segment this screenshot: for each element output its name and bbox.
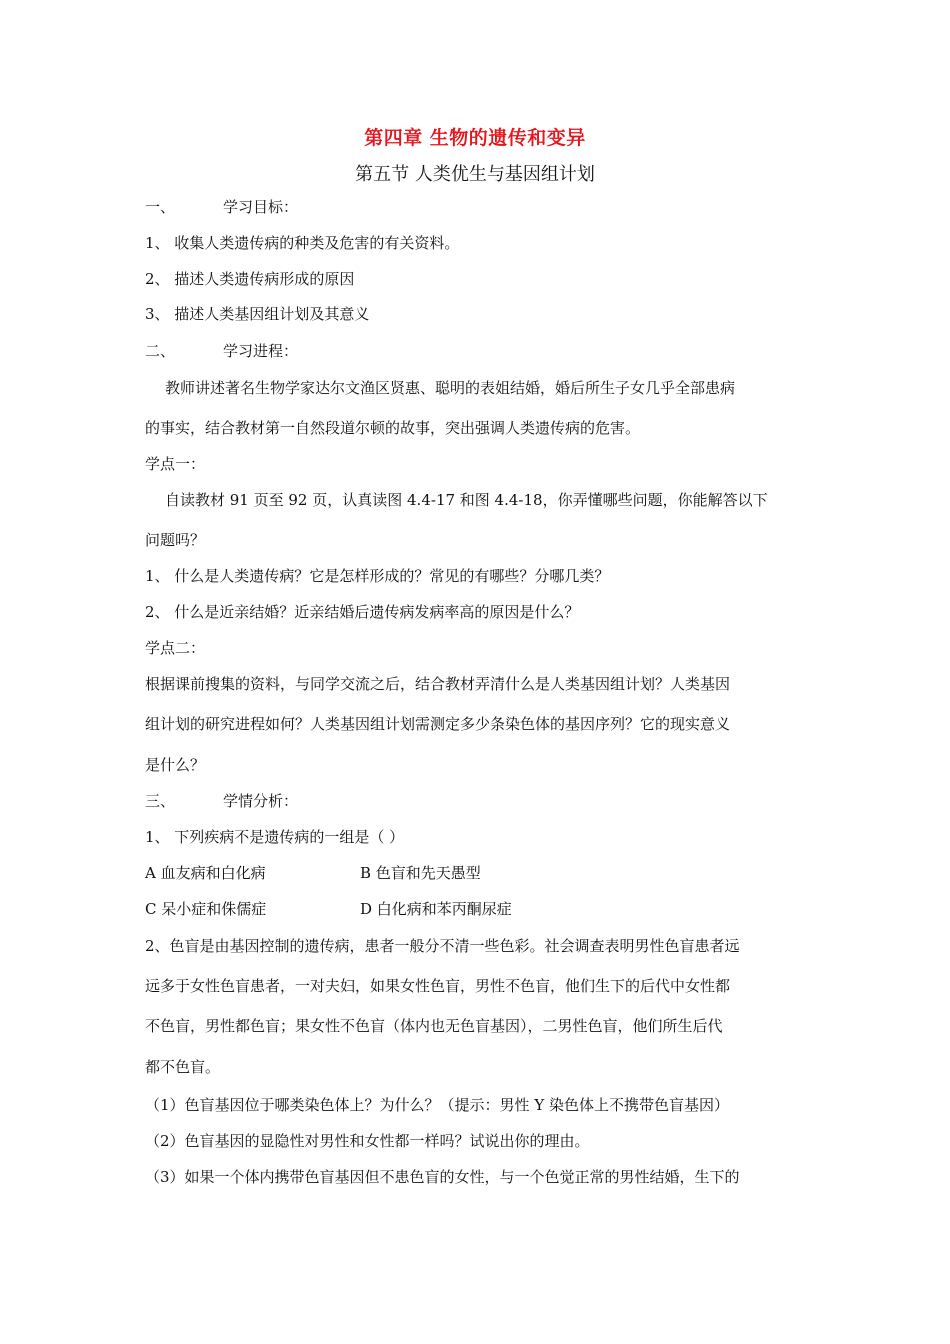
section3-number: 三、 [145, 792, 176, 810]
section1-heading [145, 197, 298, 217]
point1-line-2: 问题吗？ [145, 531, 206, 549]
goal-item-2: 2、 描述人类遗传病形成的原因 [145, 270, 355, 288]
question-2-line-3: 不色盲，男性都色盲；果女性不色盲（体内也无色盲基因），二男性色盲，他们所生后代 [145, 1017, 723, 1035]
section1-number: 一、 [145, 198, 176, 216]
question-2-line-4: 都不色盲。 [145, 1058, 221, 1076]
option-b: B 色盲和先天愚型 [360, 864, 481, 882]
intro-line-2: 的事实，结合教材第一自然段道尔顿的故事，突出强调人类遗传病的危害。 [145, 419, 641, 437]
point2-line-2: 组计划的研究进程如何？人类基因组计划需测定多少条染色体的基因序列？它的现实意义 [145, 715, 731, 733]
option-d: D 白化病和苯丙酮尿症 [360, 900, 512, 918]
option-c: C 呆小症和侏儒症 [145, 900, 267, 918]
question-2-line-1: 2、色盲是由基因控制的遗传病，患者一般分不清一些色彩。社会调查表明男性色盲患者远 [145, 937, 740, 955]
section2-title: 学习进程： [223, 342, 299, 360]
sub-question-1: （1）色盲基因位于哪类染色体上？为什么？（提示：男性 Y 染色体上不携带色盲基因） [145, 1096, 729, 1114]
point1-line-1: 自读教材 91 页至 92 页，认真读图 4.4-17 和图 4.4-18，你弄懂哪些问题，你能解答以下 [165, 491, 768, 509]
section1-title: 学习目标： [223, 198, 299, 216]
point1-label: 学点一： [145, 455, 206, 473]
section3-title: 学情分析： [223, 792, 299, 810]
goal-item-1: 1、 收集人类遗传病的种类及危害的有关资料。 [145, 234, 460, 252]
section-subtitle: 第五节 人类优生与基因组计划 [355, 164, 595, 185]
point2-line-1: 根据课前搜集的资料，与同学交流之后，结合教材弄清什么是人类基因组计划？人类基因 [145, 675, 731, 693]
option-a: A 血友病和白化病 [145, 864, 266, 882]
sub-question-2: （2）色盲基因的显隐性对男性和女性都一样吗？试说出你的理由。 [145, 1132, 590, 1150]
question-1: 1、 下列疾病不是遗传病的一组是（ ） [145, 828, 405, 846]
question-2-line-2: 远多于女性色盲患者，一对夫妇，如果女性色盲，男性不色盲，他们生下的后代中女性都 [145, 977, 731, 995]
intro-line-1: 教师讲述著名生物学家达尔文渔区贤惠、聪明的表姐结婚，婚后所生子女几乎全部患病 [165, 379, 736, 397]
section2-number: 二、 [145, 342, 176, 360]
sub-question-3: （3）如果一个体内携带色盲基因但不患色盲的女性，与一个色觉正常的男性结婚，生下的 [145, 1168, 740, 1186]
section3-heading [145, 791, 298, 811]
goal-item-3: 3、 描述人类基因组计划及其意义 [145, 305, 370, 323]
point2-label: 学点二： [145, 639, 206, 657]
section2-heading [145, 341, 298, 361]
point1-question-2: 2、 什么是近亲结婚？近亲结婚后遗传病发病率高的原因是什么？ [145, 603, 580, 621]
point2-line-3: 是什么？ [145, 756, 206, 774]
chapter-title: 第四章 生物的遗传和变异 [364, 127, 586, 149]
point1-question-1: 1、 什么是人类遗传病？它是怎样形成的？常见的有哪些？分哪几类？ [145, 567, 610, 585]
